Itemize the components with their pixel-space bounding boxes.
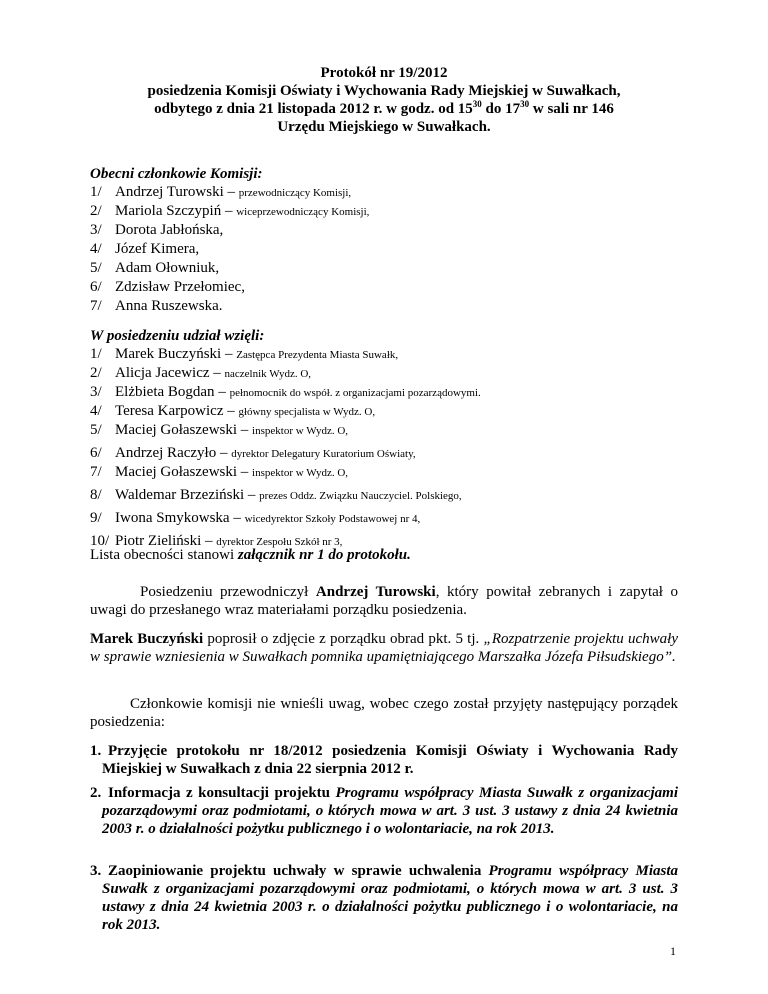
- paragraph-chair: Posiedzeniu przewodniczył Andrzej Turowski, który powitał zebranych i zapytał o uwagi do przesłanego wraz materiałami porządku posiedzenia.: [90, 584, 679, 618]
- person-name: Alicja Jacewicz: [115, 365, 210, 381]
- person-name: Mariola Szczypiń: [115, 203, 222, 219]
- participants-item: [90, 421, 481, 440]
- separator: –: [221, 203, 237, 219]
- agenda-item-3: 3. Zaopiniowanie projektu uchwały w sprawie uchwalenia Programu współpracy Miasta Suwałk z organizacjami pozarządowymi oraz podmiotami, o których mowa w art. 3 ust. 3 ustawy z dnia 24 kwietnia 2003 r. o działalności pożytku publicznego i o wolontariacie, na rok 2013.: [90, 863, 678, 933]
- person-name: Teresa Karpowicz: [115, 403, 224, 419]
- agenda-item-1: 1. Przyjęcie protokołu nr 18/2012 posiedzenia Komisji Oświaty i Wychowania Rady Miejskiej w Suwałkach z dnia 22 sierpnia 2012 r.: [90, 743, 678, 777]
- item-number: 6/: [90, 445, 102, 461]
- item-number: 1/: [90, 184, 102, 200]
- item-number: 7/: [90, 298, 102, 314]
- person-name: Dorota Jabłońska,: [115, 222, 224, 238]
- participants-item: [90, 345, 481, 364]
- person-role: naczelnik Wydz. O,: [224, 368, 312, 380]
- person-role: dyrektor Zespołu Szkół nr 3,: [216, 536, 343, 548]
- members-heading: Obecni członkowie Komisji:: [90, 166, 263, 182]
- item-number: 2/: [90, 203, 102, 219]
- participants-item: [90, 463, 481, 482]
- person-name: Józef Kimera,: [115, 241, 200, 257]
- members-item: [90, 278, 369, 297]
- separator: –: [221, 346, 237, 362]
- person-name: Anna Ruszewska.: [115, 298, 223, 314]
- person-role: wiceprzewodniczący Komisji,: [236, 206, 370, 218]
- item-number: 10/: [90, 533, 110, 549]
- person-role: główny specjalista w Wydz. O,: [238, 406, 376, 418]
- person-role: prezes Oddz. Związku Nauczyciel. Polskiego,: [259, 490, 462, 502]
- members-item: [90, 202, 369, 221]
- person-role: dyrektor Delegatury Kuratorium Oświaty,: [231, 448, 416, 460]
- item-number: 3/: [90, 384, 102, 400]
- title-line-2: posiedzenia Komisji Oświaty i Wychowania Rady Miejskiej w Suwałkach,: [147, 83, 621, 99]
- person-role: inspektor w Wydz. O,: [252, 425, 349, 437]
- members-item: [90, 297, 369, 316]
- paragraph-agenda-intro: Członkowie komisji nie wnieśli uwag, wobec czego został przyjęty następujący porządek posiedzenia:: [90, 696, 678, 730]
- person-role: pełnomocnik do współ. z organizacjami pozarządowymi.: [229, 387, 481, 399]
- item-number: 3/: [90, 222, 102, 238]
- attendance-line: Lista obecności stanowi załącznik nr 1 do protokołu.: [90, 547, 411, 563]
- person-role: Zastępca Prezydenta Miasta Suwałk,: [236, 349, 399, 361]
- separator: –: [237, 422, 253, 438]
- paragraph-request: Marek Buczyński poprosił o zdjęcie z porządku obrad pkt. 5 tj. „Rozpatrzenie projektu uchwały w sprawie wzniesienia w Suwałkach pomnika upamiętniającego Marszałka Józefa Piłsudskiego”.: [90, 631, 678, 665]
- item-number: 7/: [90, 464, 102, 480]
- person-name: Piotr Zieliński: [115, 533, 202, 549]
- separator: –: [237, 464, 253, 480]
- item-number: 1/: [90, 346, 102, 362]
- person-name: Marek Buczyński: [115, 346, 222, 362]
- agenda-item-2: 2. Informacja z konsultacji projektu Programu współpracy Miasta Suwałk z organizacjami pozarządowymi oraz podmiotami, o których mowa w art. 3 ust. 3 ustawy z dnia 24 kwietnia 2003 r. o działalności pożytku publicznego i o wolontariacie, na rok 2013.: [90, 785, 678, 837]
- item-number: 4/: [90, 241, 102, 257]
- person-name: Adam Ołowniuk,: [115, 260, 220, 276]
- separator: –: [209, 365, 225, 381]
- person-name: Waldemar Brzeziński: [115, 487, 245, 503]
- participants-item: [90, 364, 481, 383]
- title-line-3: odbytego z dnia 21 listopada 2012 r. w godz. od $15^{30}$ do $17^{30}$ w sali nr 146: [154, 99, 614, 117]
- separator: –: [214, 384, 230, 400]
- participants-item: [90, 402, 481, 421]
- members-item: [90, 183, 369, 202]
- title-line-4: Urzędu Miejskiego w Suwałkach.: [277, 119, 491, 135]
- members-list: [90, 183, 369, 316]
- person-name: Maciej Gołaszewski: [115, 464, 238, 480]
- participants-item: [90, 444, 481, 463]
- item-number: 2/: [90, 365, 102, 381]
- title-line-1: Protokół nr 19/2012: [320, 65, 448, 81]
- item-number: 5/: [90, 260, 102, 276]
- item-number: 6/: [90, 279, 102, 295]
- person-role: inspektor w Wydz. O,: [252, 467, 349, 479]
- person-name: Andrzej Turowski: [115, 184, 224, 200]
- item-number: 4/: [90, 403, 102, 419]
- separator: –: [229, 510, 245, 526]
- person-role: wicedyrektor Szkoły Podstawowej nr 4,: [244, 513, 421, 525]
- person-name: Elżbieta Bogdan: [115, 384, 215, 400]
- participants-heading: W posiedzeniu udział wzięli:: [90, 328, 265, 344]
- participants-item: [90, 509, 481, 528]
- participants-list: [90, 345, 481, 551]
- members-item: [90, 221, 369, 240]
- item-number: 9/: [90, 510, 102, 526]
- person-name: Andrzej Raczyło: [115, 445, 217, 461]
- person-name: Iwona Smykowska: [115, 510, 230, 526]
- members-item: [90, 240, 369, 259]
- person-name: Maciej Gołaszewski: [115, 422, 238, 438]
- separator: –: [223, 403, 239, 419]
- item-number: 8/: [90, 487, 102, 503]
- item-number: 5/: [90, 422, 102, 438]
- person-name: Zdzisław Przełomiec,: [115, 279, 245, 295]
- page-number: 1: [670, 944, 676, 958]
- separator: –: [216, 445, 232, 461]
- members-item: [90, 259, 369, 278]
- separator: –: [244, 487, 260, 503]
- separator: –: [201, 533, 217, 549]
- participants-item: [90, 383, 481, 402]
- participants-item: [90, 486, 481, 505]
- separator: –: [223, 184, 239, 200]
- document-title: [80, 64, 688, 136]
- person-role: przewodniczący Komisji,: [238, 187, 352, 199]
